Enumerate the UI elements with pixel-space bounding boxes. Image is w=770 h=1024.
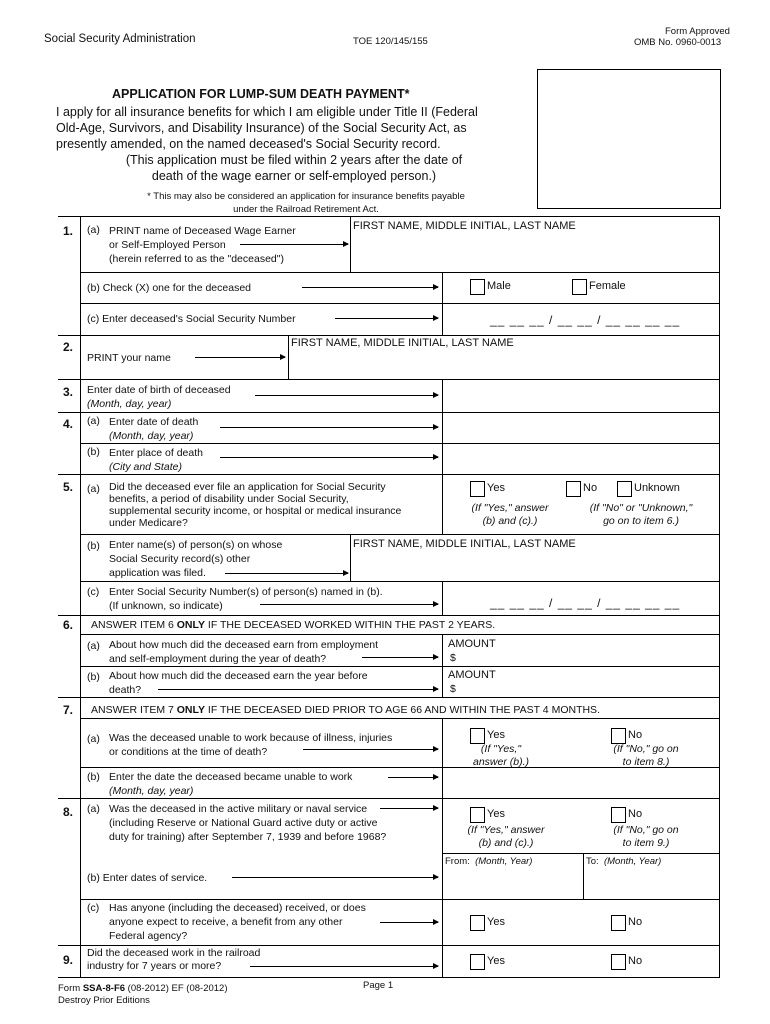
yes-label: Yes (487, 916, 505, 928)
heading-text: ANSWER ITEM 6 (91, 619, 177, 631)
death-place-label (109, 446, 203, 474)
arrow-icon (240, 244, 348, 245)
form-number (58, 983, 228, 994)
note-line: answer (b).) (472, 756, 529, 768)
no-label: No (583, 482, 598, 494)
label-line: duty for training) after September 7, 1939 and before 1968? (109, 831, 387, 843)
arrow-icon (260, 604, 438, 605)
arrow-icon (380, 922, 438, 923)
arrow-icon (303, 749, 438, 750)
no-label: No (628, 955, 643, 967)
label-line: (If unknown, so indicate) (109, 600, 223, 612)
note-line: (b) and (c).) (482, 515, 538, 527)
label-line: benefits, a period of disability under Social Security, (109, 493, 349, 505)
footnote-line: under the Railroad Retirement Act. (233, 204, 379, 215)
label-line: Enter date of death (109, 416, 199, 428)
form-edition: (08-2012) EF (08-2012) (125, 983, 228, 994)
name-column-header: FIRST NAME, MIDDLE INITIAL, LAST NAME (353, 220, 576, 232)
note-line: to item 9.) (622, 837, 670, 849)
sub-label: (c) (87, 586, 100, 598)
item7-heading (91, 704, 600, 716)
item-number: 4. (63, 417, 74, 431)
arrow-icon (250, 966, 438, 967)
sex-check-label: (b) Check (X) one for the deceased (87, 282, 252, 294)
service-to-label (586, 856, 661, 867)
note-line: (If "Yes," answer (467, 824, 545, 836)
deceased-name-label (109, 224, 296, 266)
unable-to-work-question (109, 731, 392, 759)
female-label: Female (589, 280, 626, 292)
unable-date-input[interactable] (444, 769, 718, 797)
note-line: (If "No," go on (613, 743, 679, 755)
intro-line: presently amended, on the named deceased's Social Security record. (56, 137, 441, 151)
heading-text: IF THE DECEASED WORKED WITHIN THE PAST 2 YEARS. (204, 619, 496, 631)
item-number: 9. (63, 953, 74, 967)
arrow-icon (388, 777, 438, 778)
arrow-icon (220, 457, 438, 458)
service-dates-label: (b) Enter dates of service. (87, 872, 208, 884)
death-date-label (109, 415, 198, 443)
item8c-no-checkbox[interactable] (611, 915, 626, 931)
amount-label: AMOUNT (448, 638, 496, 650)
omb-number: OMB No. 0960-0013 (634, 37, 722, 48)
item5a-no-checkbox[interactable] (566, 481, 581, 497)
arrow-icon (335, 318, 438, 319)
item-number: 2. (63, 340, 74, 354)
item6-heading (91, 619, 495, 631)
earnings-prior-year-label (109, 669, 368, 697)
military-service-question (109, 802, 386, 844)
amount-label: AMOUNT (448, 669, 496, 681)
sub-label: (a) (87, 483, 100, 495)
heading-emphasis: ONLY (176, 704, 205, 716)
sub-label: (a) (87, 415, 100, 427)
agency-name: Social Security Administration (44, 33, 196, 45)
arrow-icon (232, 877, 438, 878)
item7a-yes-checkbox[interactable] (470, 728, 485, 744)
note-line: (If "Yes," (480, 743, 522, 755)
label-line: (herein referred to as the "deceased") (109, 253, 284, 265)
item-number: 1. (63, 224, 74, 238)
from-text: From: (445, 856, 470, 867)
item-number: 7. (63, 703, 74, 717)
name-column-header: FIRST NAME, MIDDLE INITIAL, LAST NAME (353, 538, 576, 550)
heading-text: IF THE DECEASED DIED PRIOR TO AGE 66 AND WITHIN THE PAST 4 MONTHS. (204, 704, 600, 716)
heading-emphasis: ONLY (176, 619, 205, 631)
sub-label: (b) (87, 540, 100, 552)
item-number: 8. (63, 805, 74, 819)
earnings-death-year-input[interactable]: $ (450, 652, 456, 664)
item9-no-checkbox[interactable] (611, 954, 626, 970)
item-number: 5. (63, 480, 74, 494)
to-format: (Month, Year) (603, 856, 662, 867)
yes-instruction (445, 743, 557, 769)
label-line: (City and State) (109, 461, 182, 473)
label-line: Enter place of death (109, 447, 203, 459)
male-checkbox[interactable] (470, 279, 485, 295)
note-line: (If "No" or "Unknown," (589, 502, 693, 514)
label-line: Was the deceased unable to work because of illness, injuries (109, 732, 393, 744)
arrow-icon (158, 689, 438, 690)
to-text: To: (586, 856, 599, 867)
other-record-name-input[interactable] (351, 551, 719, 580)
service-to-input[interactable] (585, 869, 718, 898)
deceased-ssn-label: (c) Enter deceased's Social Security Number (87, 313, 296, 325)
note-line: (b) and (c).) (478, 837, 534, 849)
earnings-death-year-label (109, 638, 378, 666)
arrow-icon (195, 357, 285, 358)
label-line: or conditions at the time of death? (109, 746, 268, 758)
label-line: Enter date of birth of deceased (87, 384, 231, 396)
yes-instruction (452, 502, 568, 528)
label-line: Was the deceased in the active military or naval service (109, 803, 368, 815)
label-line: Enter the date the deceased became unable to work (109, 771, 353, 783)
item5a-yes-checkbox[interactable] (470, 481, 485, 497)
service-from-label (445, 856, 532, 867)
no-label: No (628, 808, 643, 820)
label-line: anyone expect to receive, a benefit from any other (109, 916, 343, 928)
form-code: SSA-8-F6 (82, 983, 126, 994)
note-line: (If "Yes," answer (471, 502, 549, 514)
no-label: No (628, 916, 643, 928)
label-line: Social Security record(s) other (109, 553, 251, 565)
other-record-ssn-input[interactable]: __ __ __ / __ __ / __ __ __ __ (490, 596, 681, 610)
intro-text (56, 104, 532, 184)
arrow-icon (362, 657, 438, 658)
sub-label: (a) (87, 733, 100, 745)
item7a-no-checkbox[interactable] (611, 728, 626, 744)
intro-line: death of the wage earner or self-employed person.) (151, 169, 437, 183)
your-name-label: PRINT your name (87, 352, 171, 364)
arrow-icon (380, 808, 438, 809)
item-number: 6. (63, 618, 74, 632)
female-checkbox[interactable] (572, 279, 587, 295)
label-line: or Self-Employed Person (109, 239, 226, 251)
form-title: APPLICATION FOR LUMP-SUM DEATH PAYMENT* (112, 87, 410, 101)
form-prefix: Form (58, 983, 83, 994)
note-line: (If "No," go on (613, 824, 679, 836)
label-line: (Month, day, year) (109, 430, 194, 442)
no-instruction (575, 502, 707, 528)
form-approved: Form Approved (665, 26, 730, 37)
other-record-ssn-label (109, 585, 383, 613)
note-line: to item 8.) (622, 756, 670, 768)
no-label: No (628, 729, 643, 741)
service-from-input[interactable] (444, 869, 582, 898)
heading-text: ANSWER ITEM 7 (91, 704, 177, 716)
footnote-line: * This may also be considered an application for insurance benefits payable (147, 191, 465, 202)
from-format: (Month, Year) (475, 856, 533, 867)
label-line: (Month, day, year) (109, 785, 194, 797)
sub-label: (a) (87, 640, 100, 652)
yes-instruction (450, 824, 562, 850)
item8a-no-checkbox[interactable] (611, 807, 626, 823)
prior-application-question (109, 481, 401, 529)
sub-label: (c) (87, 902, 100, 914)
sub-label: (a) (87, 224, 100, 236)
yes-label: Yes (487, 808, 505, 820)
sub-label: (b) (87, 671, 100, 683)
item9-yes-checkbox[interactable] (470, 954, 485, 970)
toe-code: TOE 120/145/155 (353, 36, 428, 47)
sub-label: (b) (87, 446, 100, 458)
sub-label: (a) (87, 803, 100, 815)
item5a-unknown-checkbox[interactable] (617, 481, 632, 497)
railroad-question (87, 947, 260, 973)
sub-label: (b) (87, 771, 100, 783)
label-line: Did the deceased work in the railroad (87, 947, 261, 959)
label-line: (Month, day, year) (87, 398, 172, 410)
birth-date-label (87, 383, 231, 411)
label-line: Federal agency? (109, 930, 188, 942)
arrow-icon (302, 287, 438, 288)
your-name-input[interactable] (290, 350, 719, 378)
unknown-label: Unknown (634, 482, 680, 494)
label-line: and self-employment during the year of death? (109, 653, 327, 665)
label-line: About how much did the deceased earn from employment (109, 639, 379, 651)
death-date-input[interactable] (444, 414, 718, 442)
yes-label: Yes (487, 482, 505, 494)
no-instruction (590, 824, 702, 850)
birth-date-input[interactable] (444, 381, 718, 411)
label-line: Has anyone (including the deceased) received, or does (109, 902, 366, 914)
death-place-input[interactable] (444, 445, 718, 473)
label-line: under Medicare? (109, 517, 188, 529)
male-label: Male (487, 280, 511, 292)
label-line: supplemental security income, or hospital or medical insurance (109, 505, 402, 517)
item8a-yes-checkbox[interactable] (470, 807, 485, 823)
label-line: industry for 7 years or more? (87, 960, 222, 972)
label-line: About how much did the deceased earn the year before (109, 670, 368, 682)
intro-line: I apply for all insurance benefits for which I am eligible under Title II (Federal (56, 105, 478, 119)
office-stamp-box (537, 69, 721, 209)
no-instruction (590, 743, 702, 769)
intro-line: Old-Age, Survivors, and Disability Insurance) of the Social Security Act, as (56, 121, 467, 135)
label-line: (including Reserve or National Guard active duty or active (109, 817, 378, 829)
label-line: Did the deceased ever file an application for Social Security (109, 481, 386, 493)
unable-date-label (109, 770, 352, 798)
yes-label: Yes (487, 955, 505, 967)
deceased-name-input[interactable] (351, 233, 719, 271)
label-line: PRINT name of Deceased Wage Earner (109, 225, 296, 237)
earnings-prior-year-input[interactable]: $ (450, 683, 456, 695)
note-line: go on to item 6.) (603, 515, 679, 527)
label-line: application was filed. (109, 567, 206, 579)
arrow-icon (225, 573, 348, 574)
footnote (56, 190, 556, 216)
label-line: death? (109, 684, 142, 696)
item8c-yes-checkbox[interactable] (470, 915, 485, 931)
label-line: Enter Social Security Number(s) of person(s) named in (b). (109, 586, 383, 598)
item-number: 3. (63, 385, 74, 399)
federal-benefit-question (109, 901, 366, 943)
label-line: Enter name(s) of person(s) on whose (109, 539, 283, 551)
intro-line: (This application must be filed within 2 years after the date of (125, 153, 463, 167)
page-number: Page 1 (363, 980, 394, 991)
yes-label: Yes (487, 729, 505, 741)
name-column-header: FIRST NAME, MIDDLE INITIAL, LAST NAME (291, 337, 514, 349)
deceased-ssn-input[interactable]: __ __ __ / __ __ / __ __ __ __ (490, 313, 681, 327)
arrow-icon (220, 427, 438, 428)
arrow-icon (255, 395, 438, 396)
destroy-notice: Destroy Prior Editions (58, 995, 150, 1006)
